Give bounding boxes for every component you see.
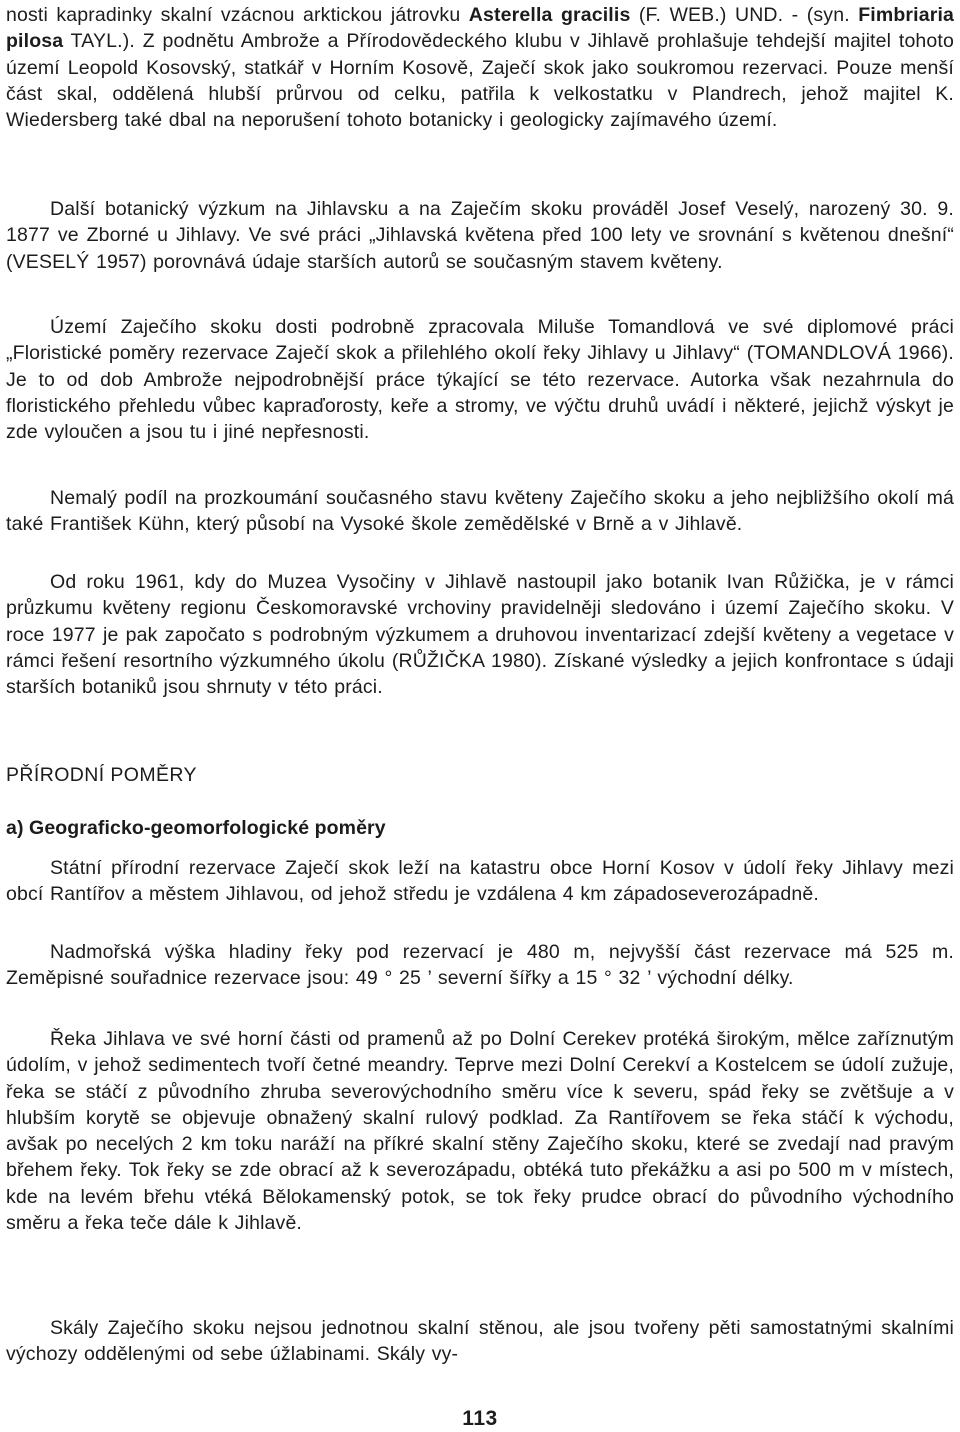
paragraph-rocks: Skály Zaječího skoku nejsou jednotnou skalní stěnou, ale jsou tvořeny pěti samostatnými skalními výchozy oddělenými od sebe úžlabinami. Skály vy- — [6, 1317, 954, 1366]
paragraph-location: Státní přírodní rezervace Zaječí skok leží na katastru obce Horní Kosov v údolí řeky Jihlavy mezi obcí Rantířov a městem Jihlavou, od jehož středu je vzdálena 4 km západoseverozápadně. — [6, 857, 954, 906]
paragraph-history-3: Území Zaječího skoku dosti podrobně zpracovala Miluše Tomandlová ve své diplomové práci „Floristické poměry rezervace Zaječí skok a přilehlého okolí řeky Jihlavy u Jihlavy“ (TOMANDLOVÁ 1966). Je to od dob Ambrože nejpodrobnější práce týkající se této rezervace. Autorka však nezahrnula do floristického přehledu vůbec kapraďorosty, keře a stromy, ve výčtu druhů uvádí i některé, jejichž výskyt je zde vyloučen a jsou tu i jiné nepřesnosti. — [6, 316, 954, 444]
paragraph-text: TAYL.). Z podnětu Ambrože a Přírodovědeckého klubu v Jihlavě prohlašuje tehdejší majitel tohoto území Leopold Kosovský, statkář v Horním Kosově, Zaječí skok jako soukromou rezervaci. Pouze menší část skal, oddělená hlubší průrvou od celku, patřila k velkostatku v Plandrech, jehož majitel K. Wiedersberg také dbal na neporušení tohoto botanicky i geologicky zajímavého území. — [6, 30, 954, 132]
paragraph-history-5: Od roku 1961, kdy do Muzea Vysočiny v Jihlavě nastoupil jako botanik Ivan Růžička, je v rámci průzkumu květeny regionu Českomoravské vrchoviny pravidelněji sledováno i území Zaječího skoku. V roce 1977 je pak započato s podrobným výzkumem a druhovou inventarizací zdejší květeny a vegetace v rámci řešení resortního výzkumného úkolu (RŮŽIČKA 1980). Získané výsledky a jejich konfrontace s údaji starších botaniků jsou shrnuty v této práci. — [6, 571, 954, 699]
paragraph-history-4: Nemalý podíl na prozkoumání současného stavu květeny Zaječího skoku a jeho nejbližšího okolí má také František Kühn, který působí na Vysoké škole zemědělské v Brně a v Jihlavě. — [6, 487, 954, 536]
paragraph-text: nosti kapradinky skalní vzácnou arktickou játrovku — [6, 4, 469, 26]
paragraph-history-1 — [6, 2, 954, 133]
sub-heading: a) Geograficko-geomorfologické poměry — [6, 817, 386, 839]
paragraph-text: (F. WEB.) UND. - (syn. — [630, 4, 859, 26]
paragraph-river: Řeka Jihlava ve své horní části od pramenů až po Dolní Cerekev protéká širokým, mělce zaříznutým údolím, v jehož sedimentech tvoří četné meandry. Teprve mezi Dolní Cerekví a Kostelcem se údolí zužuje, řeka se stáčí z původního zhruba severovýchodního směru více k severu, spád řeky se zvětšuje a v hlubším korytě se objevuje obnažený skalní rulový podklad. Za Rantířovem se řeka stáčí k východu, avšak po necelých 2 km toku naráží na příkré skalní stěny Zaječího skoku, které se zvedají nad pravým břehem řeky. Tok řeky se zde obrací až k severozápadu, obtéká tuto překážku a asi po 500 m v místech, kde na levém břehu vtéká Bělokamenský potok, se tok řeky prudce obrací do původního východního směru a řeka teče dále k Jihlavě. — [6, 1028, 954, 1235]
page-number: 113 — [462, 1407, 498, 1430]
species-synonym: Fimbriaria pilosa — [6, 4, 955, 53]
paragraph-history-2: Další botanický výzkum na Jihlavsku a na Zaječím skoku prováděl Josef Veselý, narozený 30. 9. 1877 ve Zborné u Jihlavy. Ve své práci „Jihlavská květena před 100 lety ve srovnání s květenou dnešní“ (VESELÝ 1957) porovnává údaje starších autorů se současným stavem květeny. — [6, 198, 954, 273]
paragraph-altitude: Nadmořská výška hladiny řeky pod rezervací je 480 m, nejvyšší část rezervace má 525 m. Zeměpisné souřadnice rezervace jsou: 49 ° 25 ’ severní šířky a 15 ° 32 ’ východní délky. — [6, 941, 954, 990]
species-name: Asterella gracilis — [468, 4, 631, 26]
section-heading: PŘÍRODNÍ POMĚRY — [6, 764, 197, 786]
